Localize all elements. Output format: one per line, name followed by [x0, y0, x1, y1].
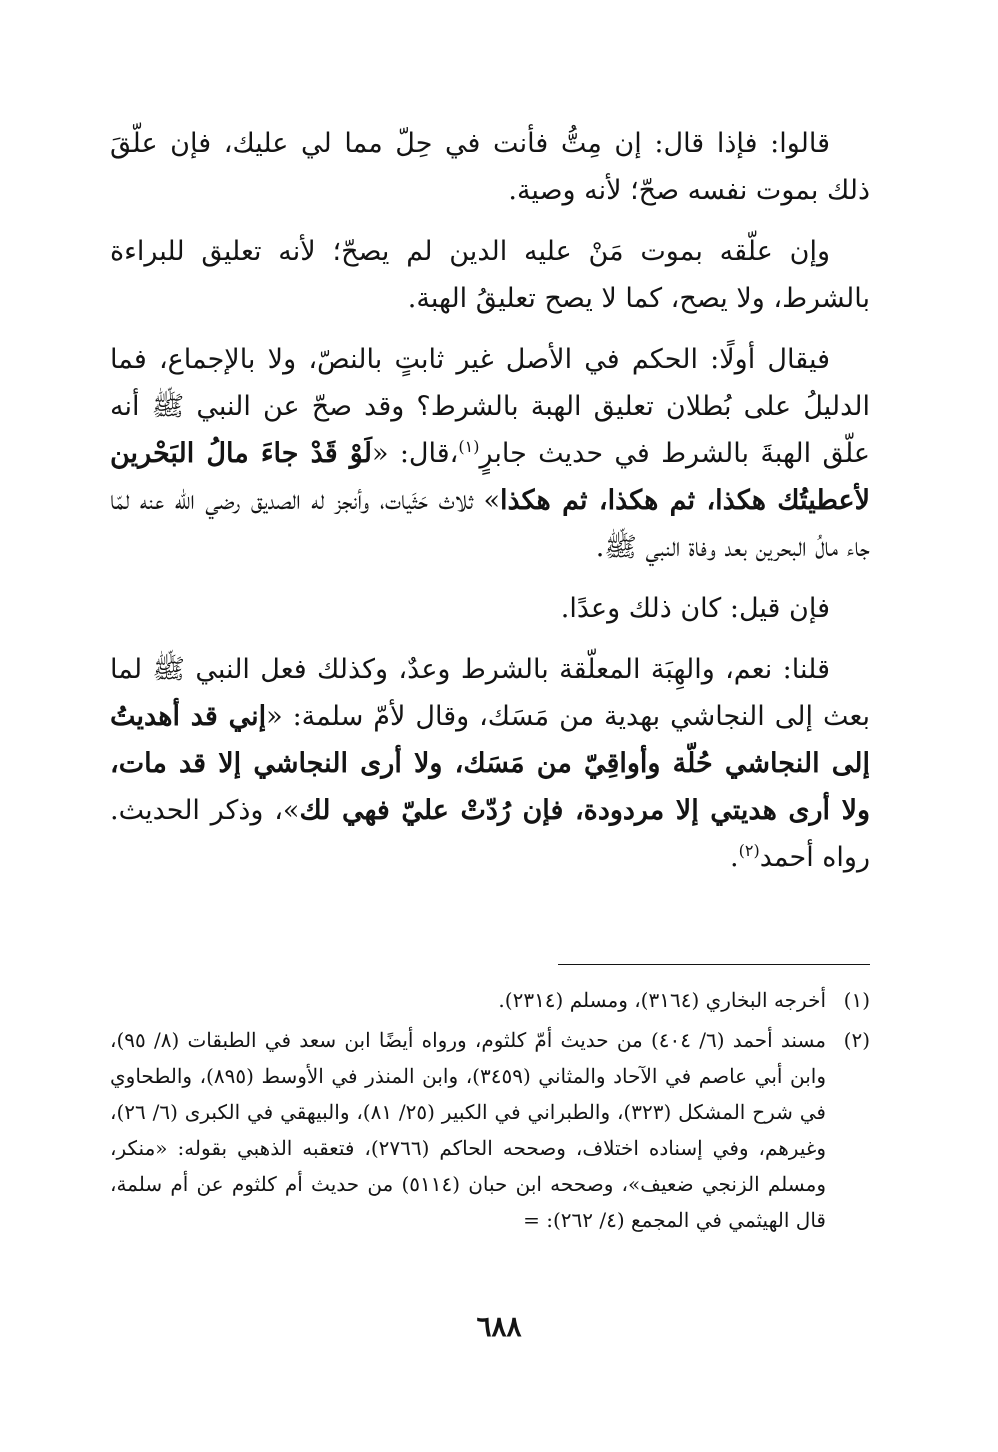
paragraph-3-text-c: » ثلاث حَثَيات، وأنجز له الصديق رضي الله عنه لمّا جاء مالُ البحرين بعد وفاة النبي ﷺ. [110, 485, 870, 563]
footnote-ref-1[interactable]: (١) [458, 437, 480, 456]
paragraph-2 [110, 228, 870, 322]
footnote-ref-2[interactable]: (٢) [738, 841, 760, 860]
paragraph-5-text-b: »، وذكر الحديث. رواه أحمد [110, 795, 870, 873]
paragraph-3-text-b: ،قال: « [372, 438, 459, 469]
footnote-1-number: (١) [843, 988, 870, 1012]
footnote-1-text: أخرجه البخاري (٣١٦٤)، ومسلم (٢٣١٤). [498, 988, 826, 1012]
paragraph-5-text-c: . [730, 842, 739, 873]
paragraph-5-text-a: قلنا: نعم، والهِبَة المعلّقة بالشرط وعدٌ، وكذلك فعل النبي ﷺ لما بعث إلى النجاشي بهدية من مَسَك، وقال لأمّ سلمة: « [110, 654, 870, 732]
footnote-2-text: مسند أحمد (٦/ ٤٠٤) من حديث أمّ كلثوم، ورواه أيضًا ابن سعد في الطبقات (٨/ ٩٥)، وابن أبي عاصم في الآحاد والمثاني (٣٤٥٩)، وابن المنذر في الأوسط (٨٩٥)، والطحاوي في شرح المشكل (٣٢٣)، والطبراني في الكبير (٢٥/ ٨١)، والبيهقي في الكبرى (٦/ ٢٦)، وغيرهم، وفي إسناده اختلاف، وصححه الحاكم (٢٧٦٦)، فتعقبه الذهبي بقوله: «منكر، ومسلم الزنجي ضعيف»، وصححه ابن حبان (٥١١٤) من حديث أم كلثوم عن أم سلمة، قال الهيثمي في المجمع (٤/ ٢٦٢): = [110, 1028, 827, 1232]
paragraph-1 [110, 120, 870, 214]
main-text-body [110, 120, 870, 895]
page-number: ٦٨٨ [476, 1310, 522, 1343]
footnotes-section [110, 982, 870, 1242]
paragraph-1-text: قالوا: فإذا قال: إن مِتُّ فأنت في حِلّ مما لي عليك، فإن علّقَ ذلك بموت نفسه صحّ؛ لأنه وصية. [110, 128, 870, 206]
footnote-1 [110, 982, 870, 1018]
footnote-2-number: (٢) [843, 1028, 870, 1052]
paragraph-5 [110, 646, 870, 881]
footnote-2 [110, 1022, 870, 1238]
paragraph-4-text: فإن قيل: كان ذلك وعدًا. [560, 593, 830, 624]
paragraph-3-text-a: فيقال أولًا: الحكم في الأصل غير ثابتٍ بالنصّ، ولا بالإجماع، فما الدليلُ على بُطلان تعليق الهبة بالشرط؟ وقد صحّ عن النبي ﷺ أنه علّق الهبةَ بالشرط في حديث جابرٍ [110, 344, 871, 469]
paragraph-3 [110, 336, 870, 571]
paragraph-2-text: وإن علّقه بموت مَنْ عليه الدين لم يصحّ؛ لأنه تعليق للبراءة بالشرط، ولا يصح، كما لا يصح تعليقُ الهبة. [110, 236, 870, 314]
hadith-quote-1: لَوْ قَدْ جاءَ مالُ البَحْرين لأعطيتُك هكذا، ثم هكذا، ثم هكذا [110, 438, 870, 516]
paragraph-4 [110, 585, 870, 632]
footnote-divider [558, 964, 870, 965]
hadith-quote-2: إني قد أهديتُ إلى النجاشي حُلّة وأواقِيّ من مَسَك، ولا أرى النجاشي إلا قد مات، ولا أرى هديتي إلا مردودة، فإن رُدّتْ عليّ فهي لك [110, 701, 871, 826]
